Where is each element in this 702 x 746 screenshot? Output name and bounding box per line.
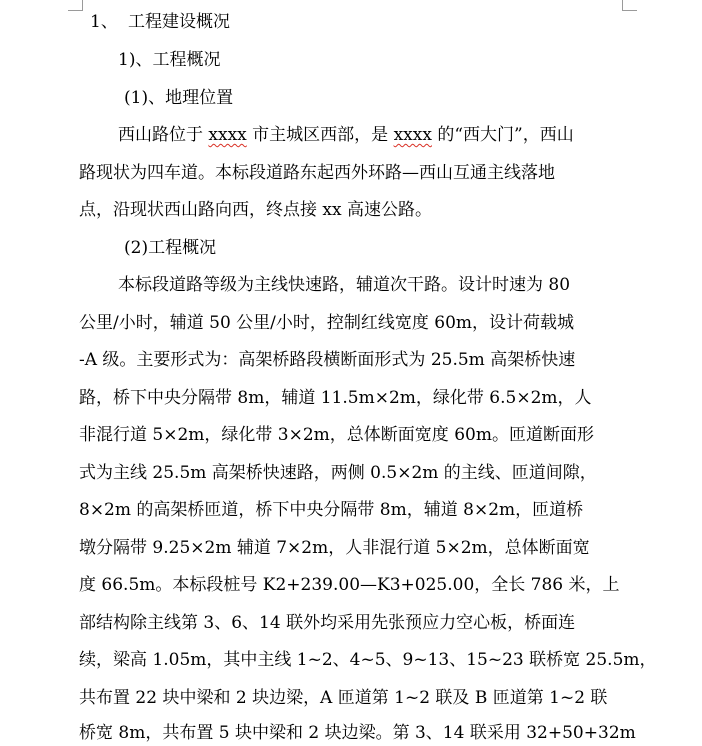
text-run: 的“西大门”，西山 bbox=[431, 125, 574, 145]
section-2-heading: (2)工程概况 bbox=[124, 238, 217, 258]
paragraph-line: 本标段道路等级为主线快速路，辅道次干路。设计时速为 80 bbox=[118, 275, 571, 295]
paragraph-line: 度 66.5m。本标段桩号 K2+239.00—K3+025.00，全长 786 米，上 bbox=[79, 575, 620, 595]
paragraph-line: 部结构除主线第 3、6、14 联外均采用先张预应力空心板，桥面连 bbox=[79, 613, 576, 633]
text-run: 西山路位于 bbox=[118, 125, 209, 145]
section-1-heading: (1)、地理位置 bbox=[124, 88, 234, 108]
paragraph-line: 公里/小时，辅道 50 公里/小时，控制红线宽度 60m，设计荷载城 bbox=[79, 313, 575, 333]
paragraph-line: 式为主线 25.5m 高架桥快速路，两侧 0.5×2m 的主线、匝道间隙， bbox=[79, 463, 597, 483]
heading-2: 1)、工程概况 bbox=[118, 50, 221, 70]
paragraph-line: 非混行道 5×2m，绿化带 3×2m，总体断面宽度 60m。匝道断面形 bbox=[79, 425, 594, 445]
paragraph-line: 8×2m 的高架桥匝道，桥下中央分隔带 8m，辅道 8×2m，匝道桥 bbox=[79, 500, 584, 520]
heading-1-title: 工程建设概况 bbox=[128, 12, 230, 32]
heading-1-number: 1、 bbox=[90, 12, 118, 32]
paragraph-line: 续，梁高 1.05m，其中主线 1~2、4~5、9~13、15~23 联桥宽 25.5m， bbox=[79, 650, 657, 670]
spellcheck-flagged-word: xxxx bbox=[208, 125, 247, 145]
top-right-margin-mark bbox=[622, 0, 637, 11]
top-left-margin-mark bbox=[68, 0, 83, 11]
paragraph-line bbox=[118, 123, 574, 147]
paragraph-line: 路，桥下中央分隔带 8m，辅道 11.5m×2m，绿化带 6.5×2m，人 bbox=[79, 388, 592, 408]
paragraph-line: 点，沿现状西山路向西，终点接 xx 高速公路。 bbox=[79, 200, 432, 220]
paragraph-line: 路现状为四车道。本标段道路东起西外环路—西山互通主线落地 bbox=[79, 163, 555, 183]
spellcheck-flagged-word: xxxx bbox=[393, 125, 432, 145]
paragraph-line: 桥宽 8m，共布置 5 块中梁和 2 块边梁。第 3、14 联采用 32+50+32m bbox=[79, 723, 636, 743]
paragraph-line: -A 级。主要形式为：高架桥路段横断面形式为 25.5m 高架桥快速 bbox=[79, 350, 576, 370]
paragraph-line: 墩分隔带 9.25×2m 辅道 7×2m，人非混行道 5×2m，总体断面宽 bbox=[79, 538, 590, 558]
paragraph-line: 共布置 22 块中梁和 2 块边梁，A 匝道第 1~2 联及 B 匝道第 1~2 联 bbox=[79, 688, 608, 708]
text-run: 市主城区西部，是 bbox=[246, 125, 394, 145]
